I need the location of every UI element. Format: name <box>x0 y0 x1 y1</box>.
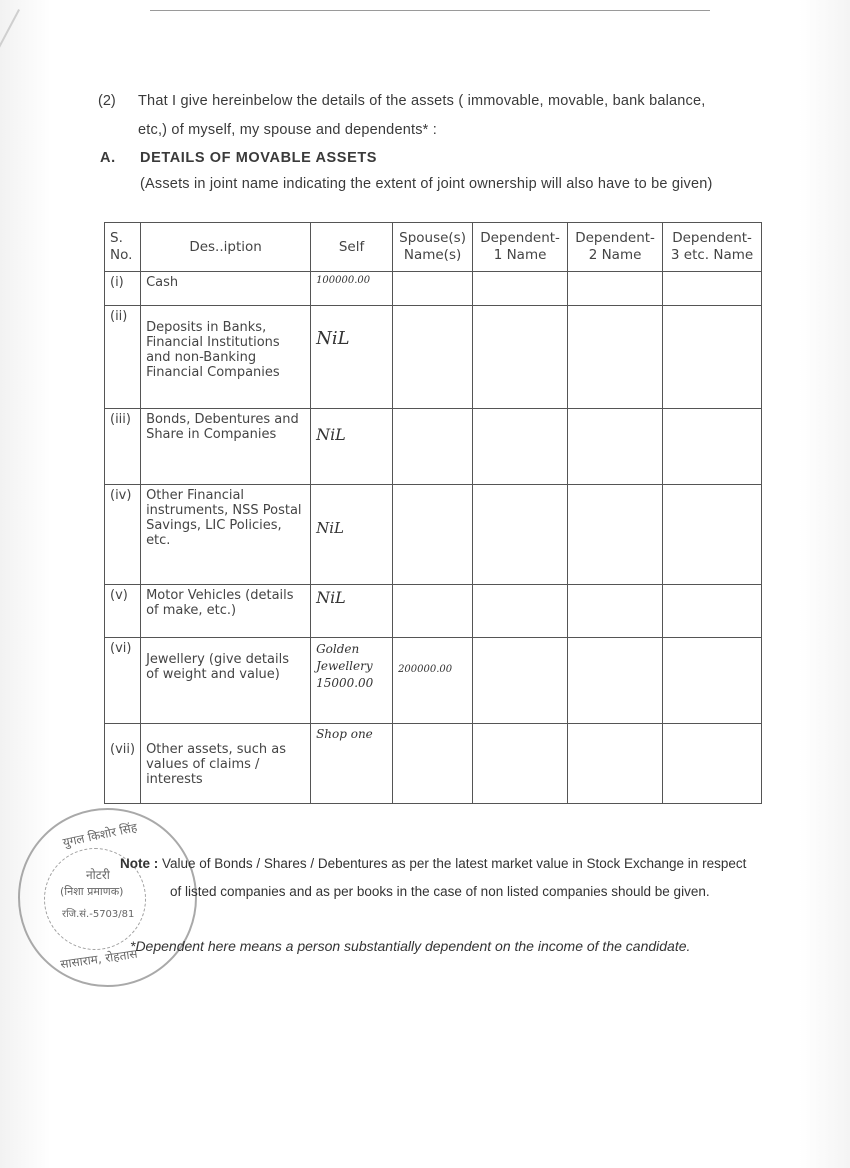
note-line-1 <box>120 856 746 871</box>
section-letter: A. <box>100 150 116 166</box>
table-row <box>105 724 762 804</box>
header-dependent-3: Dependent-3 etc. Name <box>663 223 762 272</box>
stamp-reg: रजि.सं.-5703/81 <box>62 909 135 920</box>
row-description: Cash <box>141 272 311 306</box>
row-self: NiL <box>311 485 393 585</box>
header-sno: S. No. <box>105 223 141 272</box>
row-dependent-1 <box>473 485 568 585</box>
row-dependent-3 <box>663 409 762 485</box>
movable-assets-table <box>104 222 762 804</box>
row-self: Shop one <box>311 724 393 804</box>
row-dependent-3 <box>663 485 762 585</box>
row-dependent-2 <box>568 306 663 409</box>
row-dependent-2 <box>568 724 663 804</box>
note-line-2: of listed companies and as per books in the case of non listed companies should be given. <box>170 884 710 899</box>
header-spouse: Spouse(s) Name(s) <box>393 223 473 272</box>
table-row <box>105 585 762 638</box>
row-sno: (i) <box>105 272 141 306</box>
row-dependent-2 <box>568 409 663 485</box>
row-self: Golden Jewellery 15000.00 <box>311 638 393 724</box>
row-sno: (v) <box>105 585 141 638</box>
row-dependent-2 <box>568 585 663 638</box>
stamp-middle: (निशा प्रमाणक) <box>60 885 124 898</box>
row-spouse <box>393 724 473 804</box>
row-sno: (vi) <box>105 638 141 724</box>
row-dependent-1 <box>473 306 568 409</box>
section-title: DETAILS OF MOVABLE ASSETS <box>140 150 378 166</box>
row-sno: (vii) <box>105 724 141 804</box>
stamp-name: युगल किशोर सिंह <box>61 820 139 850</box>
row-description: Other assets, such as values of claims / interests <box>141 724 311 804</box>
dependent-footnote: *Dependent here means a person substantially dependent on the income of the candidate. <box>130 938 691 954</box>
stamp-center: नोटरी <box>86 868 110 882</box>
row-description: Other Financial instruments, NSS Postal Savings, LIC Policies, etc. <box>141 485 311 585</box>
row-description: Motor Vehicles (details of make, etc.) <box>141 585 311 638</box>
row-dependent-1 <box>473 638 568 724</box>
row-description: Bonds, Debentures and Share in Companies <box>141 409 311 485</box>
row-description: Deposits in Banks, Financial Institutions and non-Banking Financial Companies <box>141 306 311 409</box>
row-self: NiL <box>311 585 393 638</box>
intro-line-2: etc,) of myself, my spouse and dependents* : <box>138 122 437 138</box>
table-row <box>105 638 762 724</box>
row-dependent-2 <box>568 272 663 306</box>
note-text: Value of Bonds / Shares / Debentures as per the latest market value in Stock Exchange in respect <box>162 856 747 871</box>
header-dependent-1: Dependent-1 Name <box>473 223 568 272</box>
table-row <box>105 485 762 585</box>
row-self: NiL <box>311 306 393 409</box>
row-spouse <box>393 409 473 485</box>
row-description: Jewellery (give details of weight and value) <box>141 638 311 724</box>
row-sno: (ii) <box>105 306 141 409</box>
row-spouse <box>393 306 473 409</box>
table-row <box>105 272 762 306</box>
row-sno: (iii) <box>105 409 141 485</box>
row-sno: (iv) <box>105 485 141 585</box>
row-self: 100000.00 <box>311 272 393 306</box>
table-row <box>105 306 762 409</box>
row-dependent-2 <box>568 485 663 585</box>
row-dependent-2 <box>568 638 663 724</box>
row-dependent-1 <box>473 409 568 485</box>
row-dependent-3 <box>663 306 762 409</box>
row-spouse: 200000.00 <box>393 638 473 724</box>
row-dependent-1 <box>473 585 568 638</box>
row-dependent-3 <box>663 272 762 306</box>
row-dependent-3 <box>663 585 762 638</box>
stamp-place: सासाराम, रोहतास <box>59 946 139 972</box>
table-header-row <box>105 223 762 272</box>
row-dependent-3 <box>663 724 762 804</box>
row-spouse <box>393 272 473 306</box>
row-dependent-1 <box>473 724 568 804</box>
header-dependent-2: Dependent-2 Name <box>568 223 663 272</box>
intro-line-1: That I give hereinbelow the details of the assets ( immovable, movable, bank balance, <box>138 93 706 109</box>
top-rule <box>150 10 710 11</box>
header-self: Self <box>311 223 393 272</box>
row-spouse <box>393 485 473 585</box>
row-dependent-1 <box>473 272 568 306</box>
section-subtitle: (Assets in joint name indicating the extent of joint ownership will also have to be given) <box>140 176 713 192</box>
row-spouse <box>393 585 473 638</box>
row-self: NiL <box>311 409 393 485</box>
clause-number: (2) <box>98 93 116 109</box>
header-description: Des..iption <box>141 223 311 272</box>
row-dependent-3 <box>663 638 762 724</box>
table-row <box>105 409 762 485</box>
note-label: Note : <box>120 856 159 871</box>
